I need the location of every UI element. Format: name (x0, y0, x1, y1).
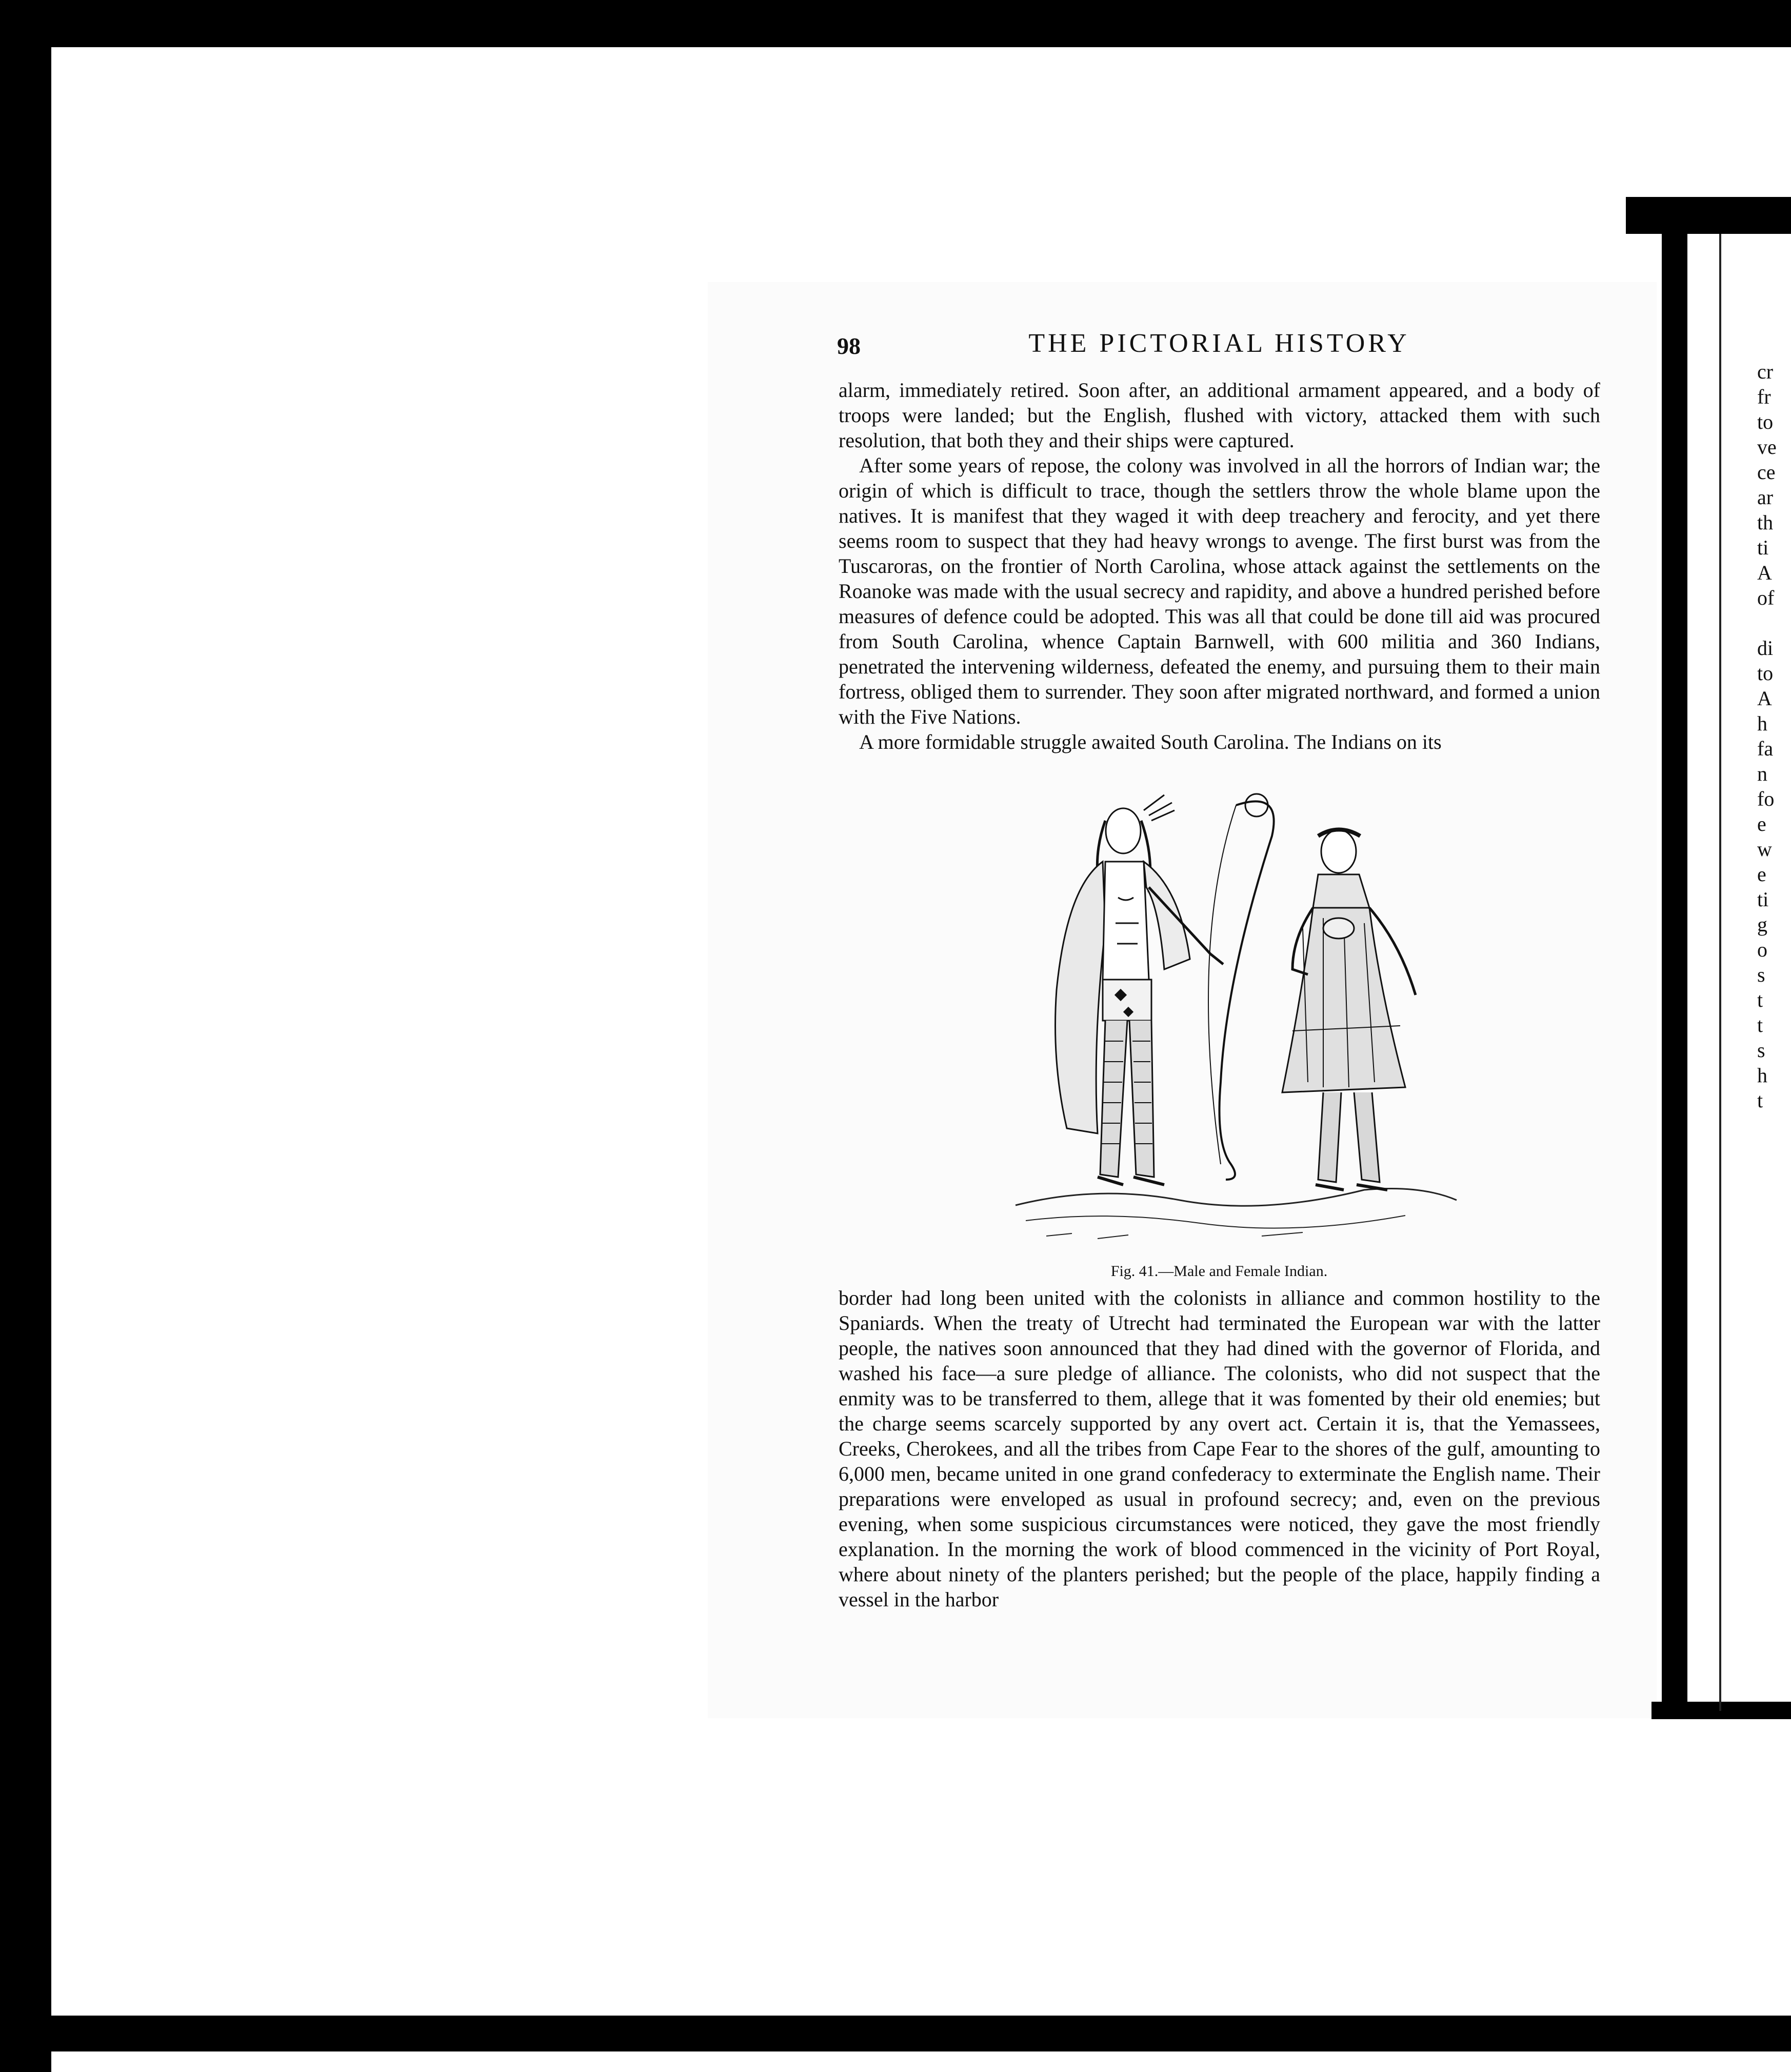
page-header (837, 328, 1601, 369)
adjacent-line: g (1757, 913, 1767, 936)
adjacent-line (1757, 610, 1791, 635)
adjacent-line: ar (1757, 486, 1774, 509)
adjacent-line: fa (1757, 737, 1774, 760)
adjacent-line: A (1757, 561, 1772, 584)
binding-bar-top (1626, 197, 1791, 234)
adjacent-line: h (1757, 712, 1767, 735)
adjacent-line: t (1757, 1013, 1763, 1037)
adjacent-line: of (1757, 586, 1775, 609)
binding-bar-bottom (1651, 1702, 1791, 1719)
adjacent-line: ce (1757, 461, 1776, 484)
running-head: THE PICTORIAL HISTORY (1028, 329, 1410, 358)
binding-bar-vertical (1662, 215, 1687, 1711)
adjacent-line: ti (1757, 536, 1769, 559)
adjacent-line: fr (1757, 385, 1771, 408)
body-text-bottom (839, 1285, 1600, 1612)
figure-illustration (995, 774, 1477, 1251)
paragraph-4: border had long been united with the colonists in alliance and common hostility to the Spaniards. When the treaty of Utrecht had terminated the European war with the latter people, the natives soon announced that they had dined with the governor of Florida, and washed his face—a sure pledge of alliance. The colonists, who did not suspect that the enmity was to be transferred to them, allege that it was fomented by their old enemies; but the charge seems scarcely supported by any overt act. Certain it is, that the Yemassees, Creeks, Cherokees, and all the tribes from Cape Fear to the shores of the gulf, amounting to 6,000 men, became united in one grand confederacy to exterminate the English name. Their preparations were enveloped as usual in profound secrecy; and, even on the previous evening, when some suspicious circumstances were noticed, they gave the most friendly explanation. In the morning the work of blood commenced in the vicinity of Port Royal, where about ninety of the planters perished; but the people of the place, happily finding a vessel in the harbor (839, 1286, 1600, 1611)
adjacent-page-text (1757, 359, 1791, 1113)
adjacent-line: o (1757, 938, 1767, 961)
male-figure (1056, 795, 1224, 1185)
paragraph-3: A more formidable struggle awaited South Carolina. The Indians on its (859, 730, 1442, 753)
adjacent-line: cr (1757, 360, 1774, 383)
adjacent-line: t (1757, 1089, 1763, 1112)
body-text-top (839, 377, 1600, 754)
adjacent-line: t (1757, 988, 1763, 1011)
adjacent-line: ve (1757, 435, 1777, 459)
film-strip-edge (51, 2051, 1791, 2072)
adjacent-line: n (1757, 762, 1767, 785)
adjacent-line: di (1757, 636, 1774, 660)
female-figure (1282, 830, 1416, 1190)
adjacent-line: e (1757, 863, 1766, 886)
adjacent-line: w (1757, 838, 1772, 861)
adjacent-line: to (1757, 410, 1774, 433)
figure-caption: Fig. 41.—Male and Female Indian. (1110, 1263, 1328, 1280)
adjacent-page-edge (1719, 234, 1721, 1711)
adjacent-line: ti (1757, 888, 1769, 911)
adjacent-line: th (1757, 511, 1774, 534)
page-number: 98 (837, 333, 861, 359)
engraving-male-female-indian (995, 774, 1477, 1251)
adjacent-line: s (1757, 963, 1765, 986)
adjacent-line: h (1757, 1064, 1767, 1087)
adjacent-line: A (1757, 687, 1772, 710)
adjacent-line: to (1757, 662, 1774, 685)
paragraph-2: After some years of repose, the colony was involved in all the horrors of Indian war; the origin of which is difficult to trace, though the settlers throw the whole blame upon the natives. It is manifest that they waged it with deep treachery and ferocity, and yet there seems room to suspect that they had heavy wrongs to avenge. The first burst was from the Tuscaroras, on the frontier of North Carolina, whose attack against the settlements on the Roanoke was made with the usual secrecy and rapidity, and above a hundred perished before measures of defence could be adopted. This was all that could be done till aid was procured from South Carolina, whence Captain Barnwell, with 600 militia and 360 Indians, penetrated the intervening wilderness, defeated the enemy, and pursuing them to their main fortress, obliged them to surrender. They soon after migrated northward, and formed a union with the Five Nations. (839, 454, 1600, 728)
scanned-page (708, 282, 1657, 1718)
adjacent-line: fo (1757, 787, 1775, 810)
adjacent-line: e (1757, 812, 1766, 835)
paragraph-1: alarm, immediately retired. Soon after, an additional armament appeared, and a body of troops were landed; but the English, flushed with victory, attacked them with such resolution, that both they and their ships were captured. (839, 378, 1600, 452)
adjacent-line: s (1757, 1039, 1765, 1062)
